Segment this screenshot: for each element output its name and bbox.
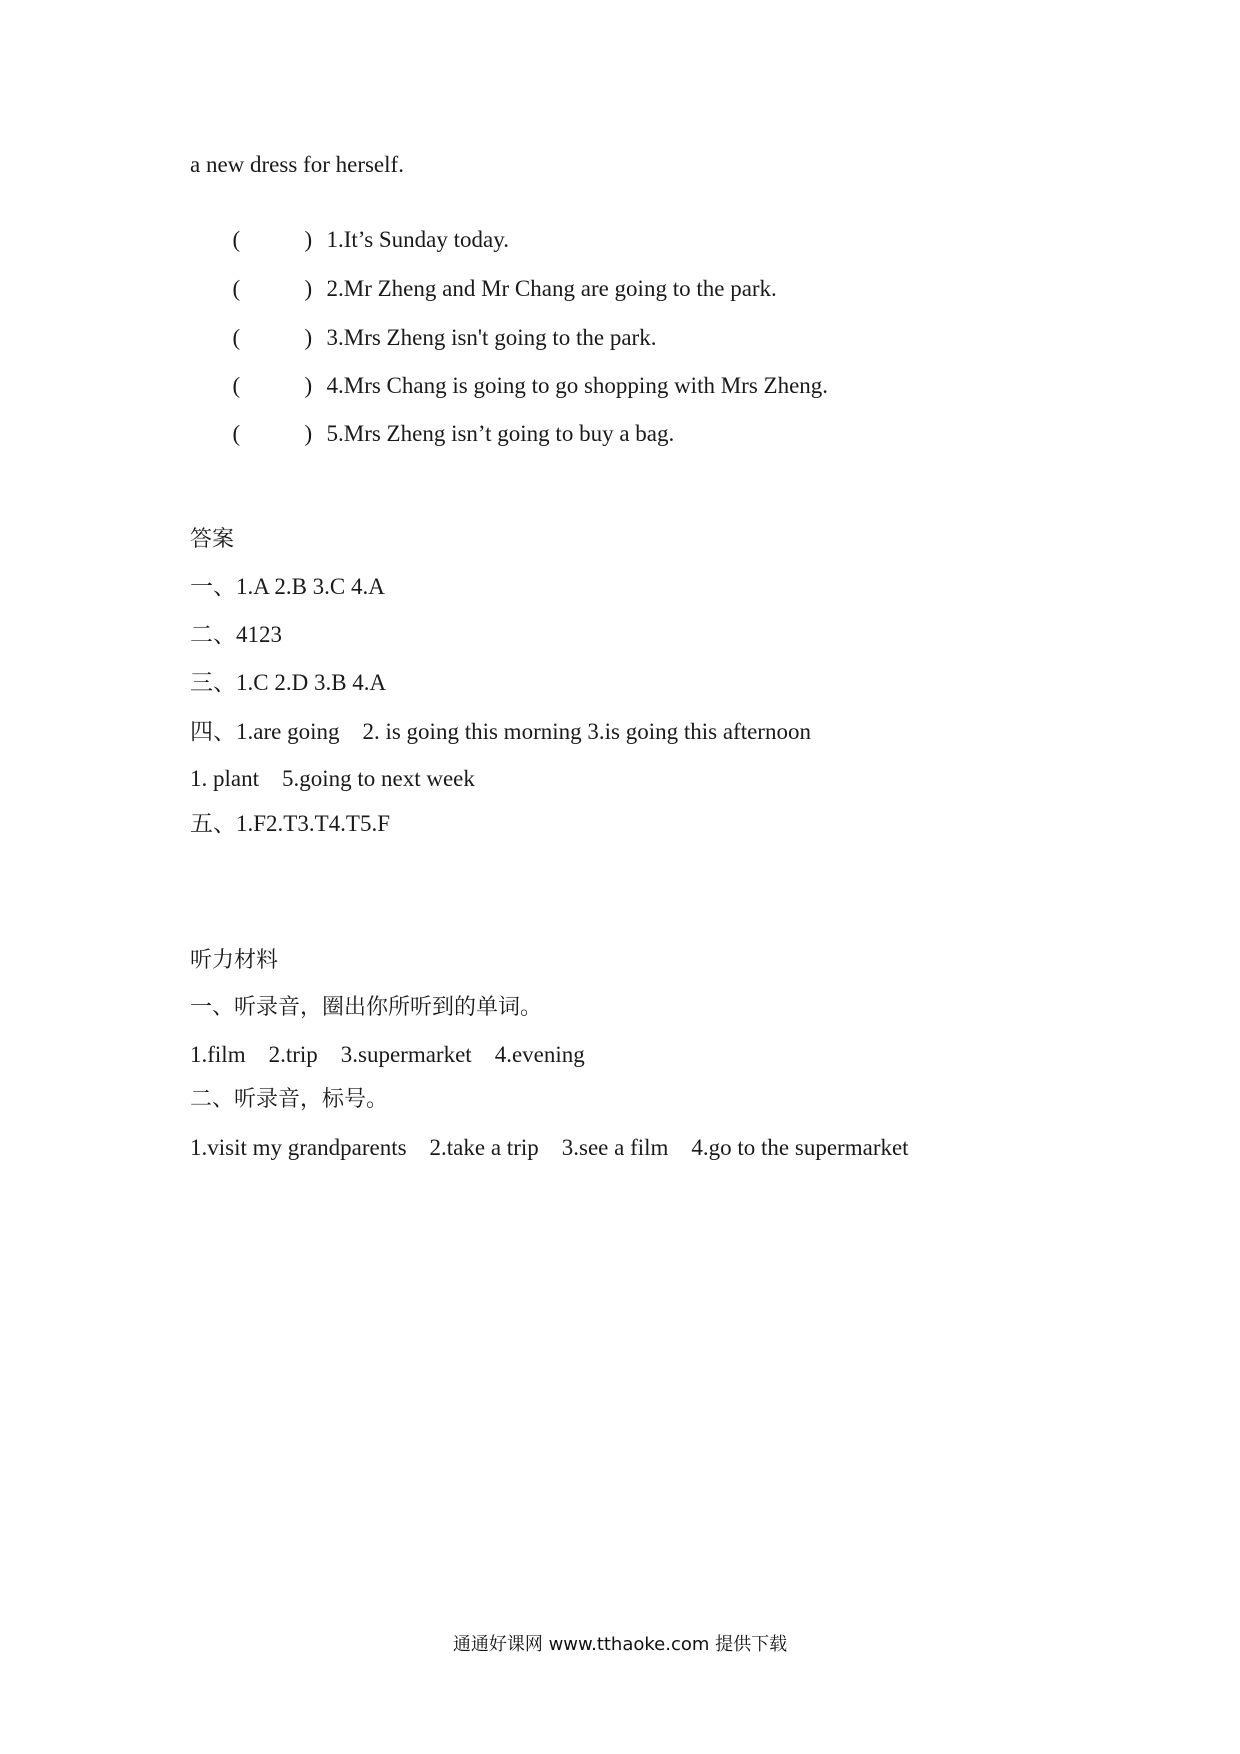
- listening-instruction: 二、听录音，标号。: [190, 1087, 389, 1112]
- true-false-statement: 1.It’s Sunday today.: [326, 227, 509, 252]
- answer-bracket-close: ): [304, 373, 313, 398]
- true-false-statement: 5.Mrs Zheng isn’t going to buy a bag.: [326, 421, 675, 446]
- answer-key-heading: 答案: [190, 527, 235, 552]
- listening-phrase-list: 1.visit my grandparents 2.take a trip 3.see a film 4.go to the supermarket: [190, 1135, 909, 1160]
- answer-bracket-open: (: [232, 373, 241, 398]
- true-false-statement: 4.Mrs Chang is going to go shopping with Mrs Zheng.: [326, 373, 829, 398]
- answer-line: 一、1.A 2.B 3.C 4.A: [190, 574, 385, 599]
- answer-bracket-close: ): [304, 421, 313, 446]
- reading-passage-tail: a new dress for herself.: [190, 152, 404, 177]
- answer-bracket-close: ): [304, 325, 313, 350]
- answer-line: 三、1.C 2.D 3.B 4.A: [190, 670, 387, 695]
- true-false-statement: 2.Mr Zheng and Mr Chang are going to the park.: [326, 276, 777, 301]
- page-footer: 通通好课网 www.tthaoke.com 提供下载: [452, 1634, 788, 1655]
- true-false-statement: 3.Mrs Zheng isn't going to the park.: [326, 325, 657, 350]
- answer-bracket-open: (: [232, 276, 241, 301]
- answer-line: 四、1.are going 2. is going this morning 3.is going this afternoon: [190, 719, 811, 744]
- answer-bracket-open: (: [232, 421, 241, 446]
- answer-bracket-close: ): [304, 227, 313, 252]
- answer-bracket-close: ): [304, 276, 313, 301]
- answer-bracket-open: (: [232, 227, 241, 252]
- listening-word-list: 1.film 2.trip 3.supermarket 4.evening: [190, 1042, 585, 1067]
- answer-bracket-open: (: [232, 325, 241, 350]
- listening-material-heading: 听力材料: [190, 948, 279, 973]
- answer-line: 五、1.F2.T3.T4.T5.F: [190, 811, 390, 836]
- listening-instruction: 一、听录音，圈出你所听到的单词。: [190, 995, 543, 1020]
- answer-line: 二、4123: [190, 622, 282, 647]
- answer-line: 1. plant 5.going to next week: [190, 766, 475, 791]
- true-false-item: [198, 389, 674, 479]
